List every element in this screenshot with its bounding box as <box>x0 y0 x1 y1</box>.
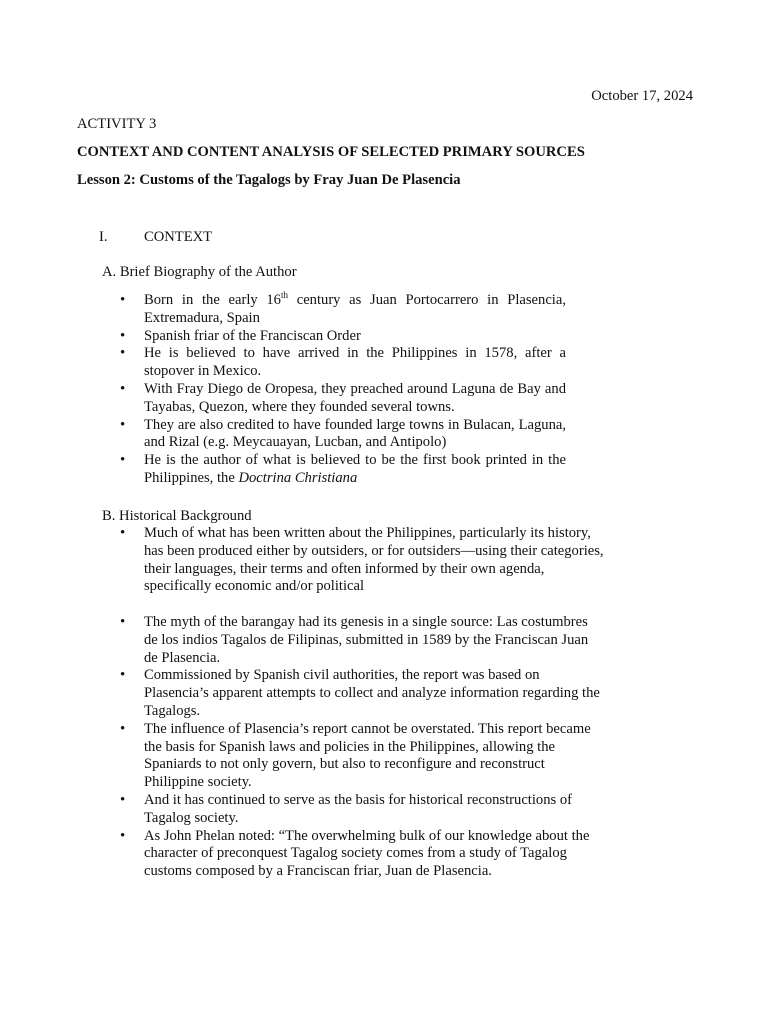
biography-list <box>144 292 566 488</box>
list-item: • The influence of Plasencia’s report cannot be overstated. This report became the basis for Spanish laws and policies in the Philippines, allowing the Spaniards to not only govern, but also to reconfigure and reconstruct Philippine society. <box>144 721 604 792</box>
list-item: • They are also credited to have founded large towns in Bulacan, Laguna, and Rizal (e.g. Meycauayan, Lucban, and Antipolo) <box>144 417 566 453</box>
list-item: • And it has continued to serve as the basis for historical reconstructions of Tagalog society. <box>144 792 604 828</box>
subsection-heading-background: B. Historical Background <box>102 508 252 524</box>
document-date: October 17, 2024 <box>591 88 693 104</box>
list-item: • He is believed to have arrived in the Philippines in 1578, after a stopover in Mexico. <box>144 345 566 381</box>
book-title: Doctrina Christiana <box>238 469 358 486</box>
activity-label: ACTIVITY 3 <box>77 116 157 132</box>
document-title: CONTEXT AND CONTENT ANALYSIS OF SELECTED PRIMARY SOURCES <box>77 144 585 160</box>
list-item: • Spanish friar of the Franciscan Order <box>144 328 566 346</box>
list-item: • Commissioned by Spanish civil authorities, the report was based on Plasencia’s apparent attempts to collect and analyze information regarding the Tagalogs. <box>144 667 604 720</box>
lesson-title: Lesson 2: Customs of the Tagalogs by Fray Juan De Plasencia <box>77 172 461 188</box>
list-item: • Much of what has been written about the Philippines, particularly its history, has been produced either by outsiders, or for outsiders—using their categories, their languages, their terms and often informed by their own agenda, specifically economic and/or political <box>144 525 604 596</box>
section-number: I. <box>99 229 108 245</box>
list-item: • As John Phelan noted: “The overwhelming bulk of our knowledge about the character of preconquest Tagalog society comes from a study of Tagalog customs composed by a Franciscan friar, Juan de Plasencia. <box>144 828 604 881</box>
subsection-heading-biography: A. Brief Biography of the Author <box>102 264 297 280</box>
list-item <box>144 292 566 328</box>
list-item: • The myth of the barangay had its genesis in a single source: Las costumbres de los indios Tagalos de Filipinas, submitted in 1589 by the Franciscan Juan de Plasencia. <box>144 614 604 667</box>
list-item-text: century as Juan Portocarrero in Plasencia, Extremadura, Spain <box>144 292 566 326</box>
background-list <box>144 525 604 881</box>
section-heading: CONTEXT <box>144 229 213 245</box>
list-item: • With Fray Diego de Oropesa, they preached around Laguna de Bay and Tayabas, Quezon, where they founded several towns. <box>144 381 566 417</box>
list-item <box>144 452 566 488</box>
superscript-text: th <box>280 290 288 301</box>
list-item-text: He is the author of what is believed to be the first book printed in the Philippines, the <box>144 452 566 486</box>
list-item-text: Born in the early 16 <box>144 292 281 308</box>
